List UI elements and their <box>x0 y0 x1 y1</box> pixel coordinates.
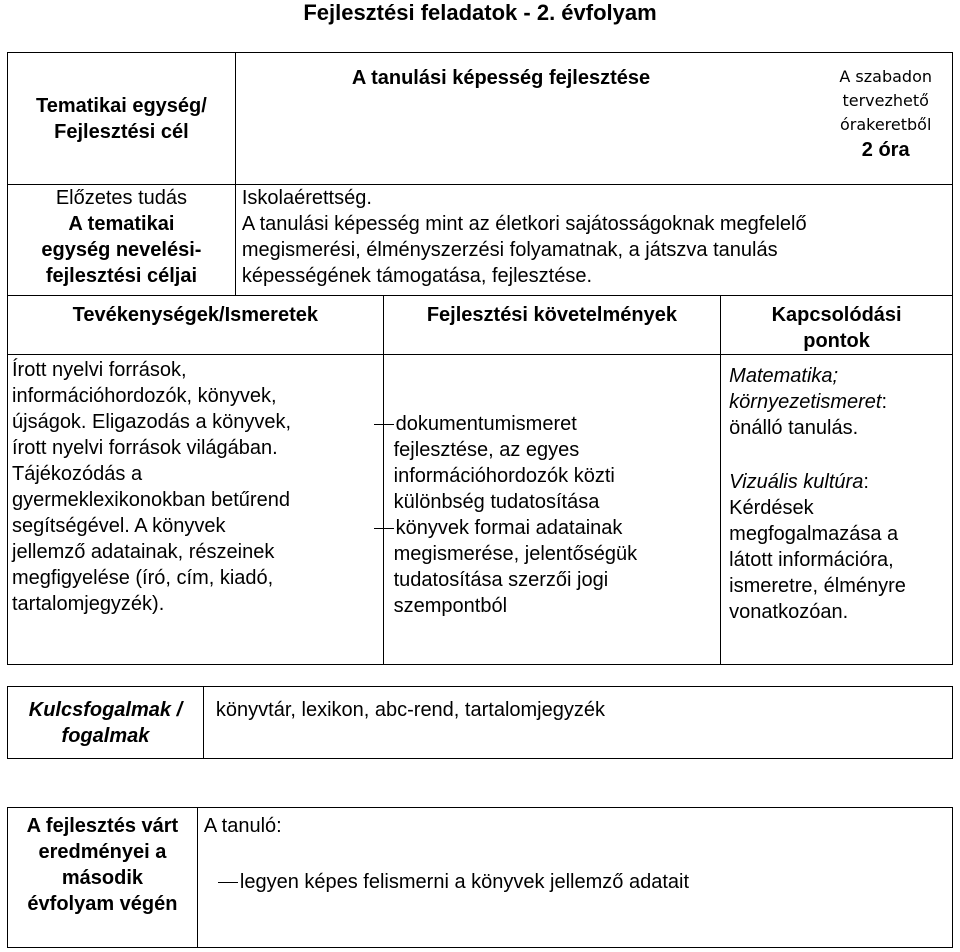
activity-line: jellemző adatainak, részeinek <box>12 540 275 563</box>
unit-title-cell <box>235 53 952 185</box>
requirement-item-first: dokumentumismeret <box>395 412 577 435</box>
outcome-item <box>218 869 952 895</box>
activity-line: írott nyelvi források világában. <box>12 436 278 459</box>
goals-label-cell <box>8 211 236 295</box>
time-note-line: tervezhető <box>842 91 929 110</box>
outcomes-label-cell <box>8 808 198 948</box>
requirement-line: tudatosítása szerzői jogi <box>393 568 609 591</box>
visual-line: Kérdések <box>729 496 814 519</box>
math-colon: : <box>881 390 888 413</box>
dash-icon <box>374 424 394 425</box>
unit-label-line: Tematikai egység/ <box>36 94 207 117</box>
outcomes-label-line: A fejlesztés várt <box>26 815 179 837</box>
main-table <box>7 52 953 665</box>
dash-icon <box>374 528 394 529</box>
prereq-value: Iskolaérettség. <box>235 185 952 212</box>
links-cell <box>721 354 953 664</box>
activity-line: megfigyelése (író, cím, kiadó, <box>12 566 274 589</box>
keywords-table <box>7 686 953 759</box>
keywords-value: könyvtár, lexikon, abc-rend, tartalomjegyzék <box>203 687 952 759</box>
math-subject-line: Matematika; <box>729 364 839 387</box>
keywords-label-line: Kulcsfogalmak / <box>28 699 183 721</box>
math-subject-line-2 <box>729 389 952 415</box>
visual-line: látott információra, <box>729 548 894 571</box>
time-note <box>839 65 932 163</box>
activity-line: Írott nyelvi források, <box>12 358 187 381</box>
math-text: önálló tanulás. <box>729 416 859 439</box>
visual-line: vonatkozóan. <box>729 600 849 623</box>
outcomes-intro: A tanuló: <box>203 815 282 837</box>
requirement-item <box>374 411 721 437</box>
requirements-cell <box>383 354 721 664</box>
requirement-line: megismerése, jelentőségük <box>393 542 638 565</box>
requirement-line: szempontból <box>393 594 508 617</box>
links-header <box>721 295 953 354</box>
outcomes-label-line: évfolyam végén <box>27 893 178 915</box>
keywords-label-line: fogalmak <box>61 725 150 747</box>
activity-line: Tájékozódás a <box>12 462 143 485</box>
time-note-line: órakeretből <box>839 115 932 134</box>
prereq-label: Előzetes tudás <box>8 185 236 212</box>
outcomes-label-line: eredményei a <box>38 841 167 863</box>
keywords-label-cell <box>8 687 204 759</box>
goals-line: képességének támogatása, fejlesztése. <box>241 265 593 287</box>
activities-cell <box>8 354 384 664</box>
activity-line: segítségével. A könyvek <box>12 514 226 537</box>
outcomes-value-cell <box>197 808 952 948</box>
links-header-line: pontok <box>803 329 870 352</box>
activities-header: Tevékenységek/Ismeretek <box>8 295 384 354</box>
links-header-line: Kapcsolódási <box>771 303 902 326</box>
goals-label-line: egység nevelési- <box>41 239 202 261</box>
activity-line: tartalomjegyzék). <box>12 592 165 615</box>
visual-line: ismeretre, élményre <box>729 574 906 597</box>
visual-subject-name: Vizuális kultúra <box>729 470 864 493</box>
goals-line: A tanulási képesség mint az életkori sajátosságoknak megfelelő <box>241 213 807 235</box>
outcomes-table <box>7 807 953 948</box>
requirement-line: különbség tudatosítása <box>393 490 600 513</box>
activity-line: gyermeklexikonokban betűrend <box>12 488 290 511</box>
activity-line: információhordozók, könyvek, <box>12 384 277 407</box>
unit-label-cell <box>8 53 236 185</box>
goals-label-line: A tematikai <box>68 213 175 235</box>
goals-text-cell <box>235 211 952 295</box>
time-note-line: A szabadon <box>839 67 932 86</box>
math-subject-name: környezetismeret <box>729 390 882 413</box>
dash-icon <box>218 882 238 883</box>
unit-title: A tanulási képesség fejlesztése <box>351 67 651 89</box>
outcome-item-text: legyen képes felismerni a könyvek jellemző adatait <box>239 871 690 893</box>
requirement-line: információhordozók közti <box>393 464 615 487</box>
requirements-header: Fejlesztési követelmények <box>383 295 721 354</box>
goals-line: megismerési, élményszerzési folyamatnak, a játszva tanulás <box>241 239 778 261</box>
visual-subject-line <box>729 469 952 495</box>
goals-label-line: fejlesztési céljai <box>45 265 198 287</box>
requirement-item <box>374 515 721 541</box>
requirement-line: fejlesztése, az egyes <box>393 438 580 461</box>
page-title: Fejlesztési feladatok - 2. évfolyam <box>303 0 657 25</box>
activity-line: újságok. Eligazodás a könyvek, <box>12 410 292 433</box>
hours-value: 2 óra <box>861 139 910 161</box>
outcomes-label-line: második <box>61 867 144 889</box>
visual-colon: : <box>863 470 869 493</box>
links-spacer <box>729 441 952 469</box>
visual-line: megfogalmazása a <box>729 522 899 545</box>
unit-label-line: Fejlesztési cél <box>54 120 189 143</box>
requirement-item-first: könyvek formai adatainak <box>395 516 623 539</box>
